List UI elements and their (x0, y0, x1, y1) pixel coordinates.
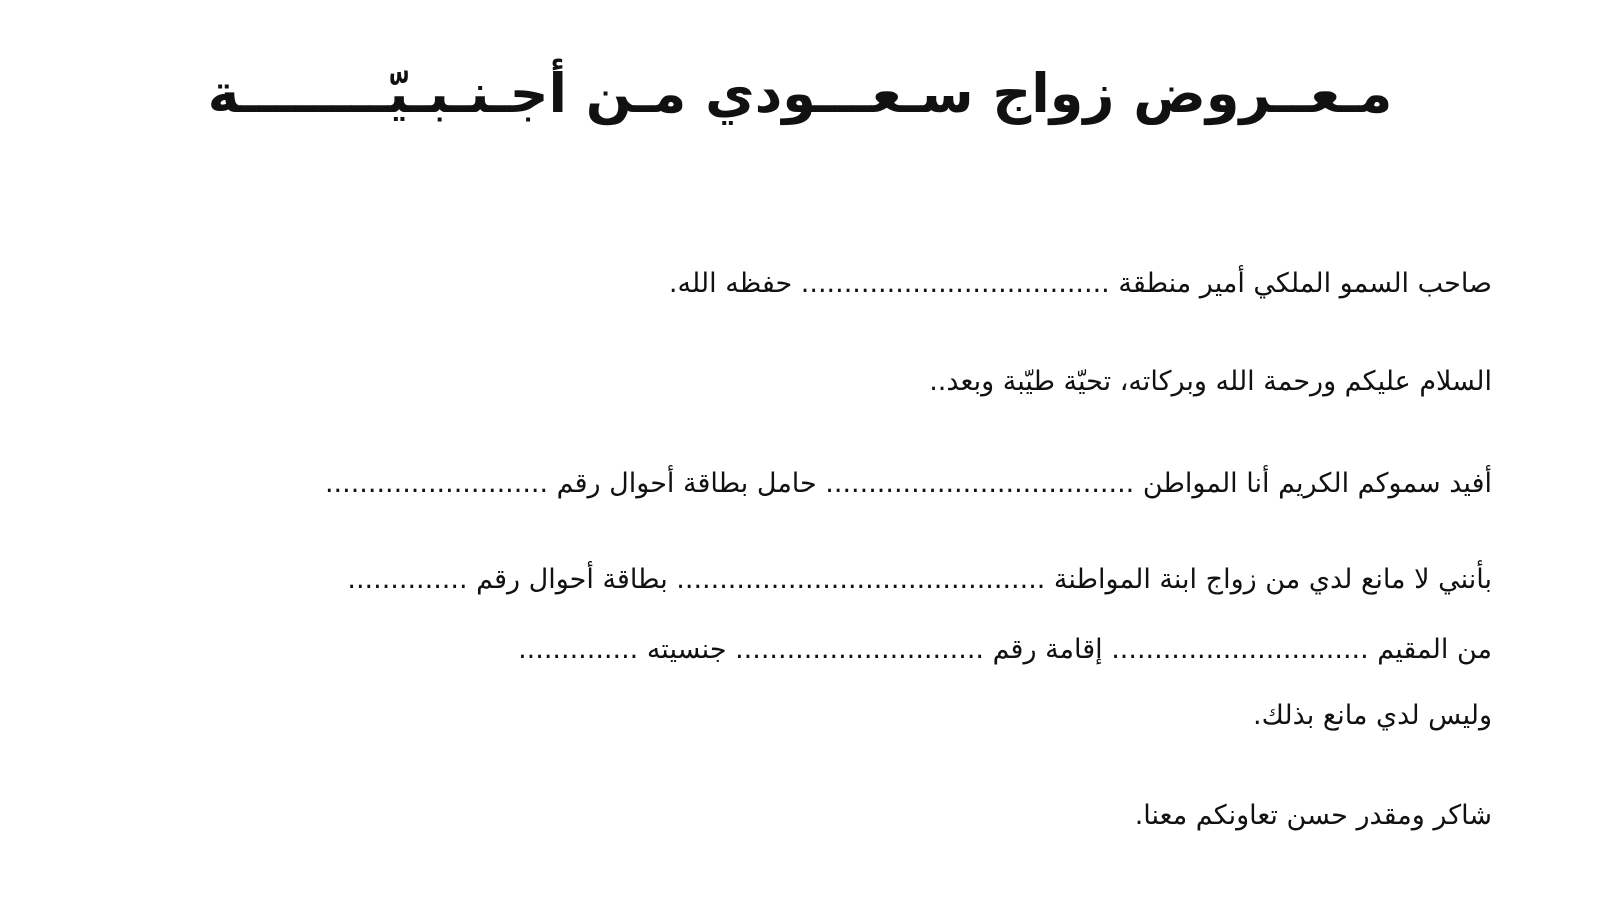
thanks-line: شاكر ومقدر حسن تعاونكم معنا. (1134, 800, 1492, 831)
no-objection-line: بأنني لا مانع لدي من زواج ابنة المواطنة ........................................... بطاقة أحوال رقم .............. (347, 564, 1492, 595)
greeting-line: السلام عليكم ورحمة الله وبركاته، تحيّة طيّبة وبعد.. (929, 366, 1492, 397)
resident-details-line: من المقيم .............................. إقامة رقم ............................. جنسيته .............. (518, 634, 1492, 665)
no-objection-closing-line: وليس لدي مانع بذلك. (1253, 700, 1492, 731)
document-title: مـعــروض زواج سـعـــودي مـن أجـنـبـيّــــــــة (207, 62, 1393, 125)
citizen-declaration-line: أفيد سموكم الكريم أنا المواطن .................................... حامل بطاقة أحوال رقم .......................... (324, 468, 1492, 499)
salutation-line: صاحب السمو الملكي أمير منطقة .................................... حفظه الله. (668, 268, 1492, 299)
